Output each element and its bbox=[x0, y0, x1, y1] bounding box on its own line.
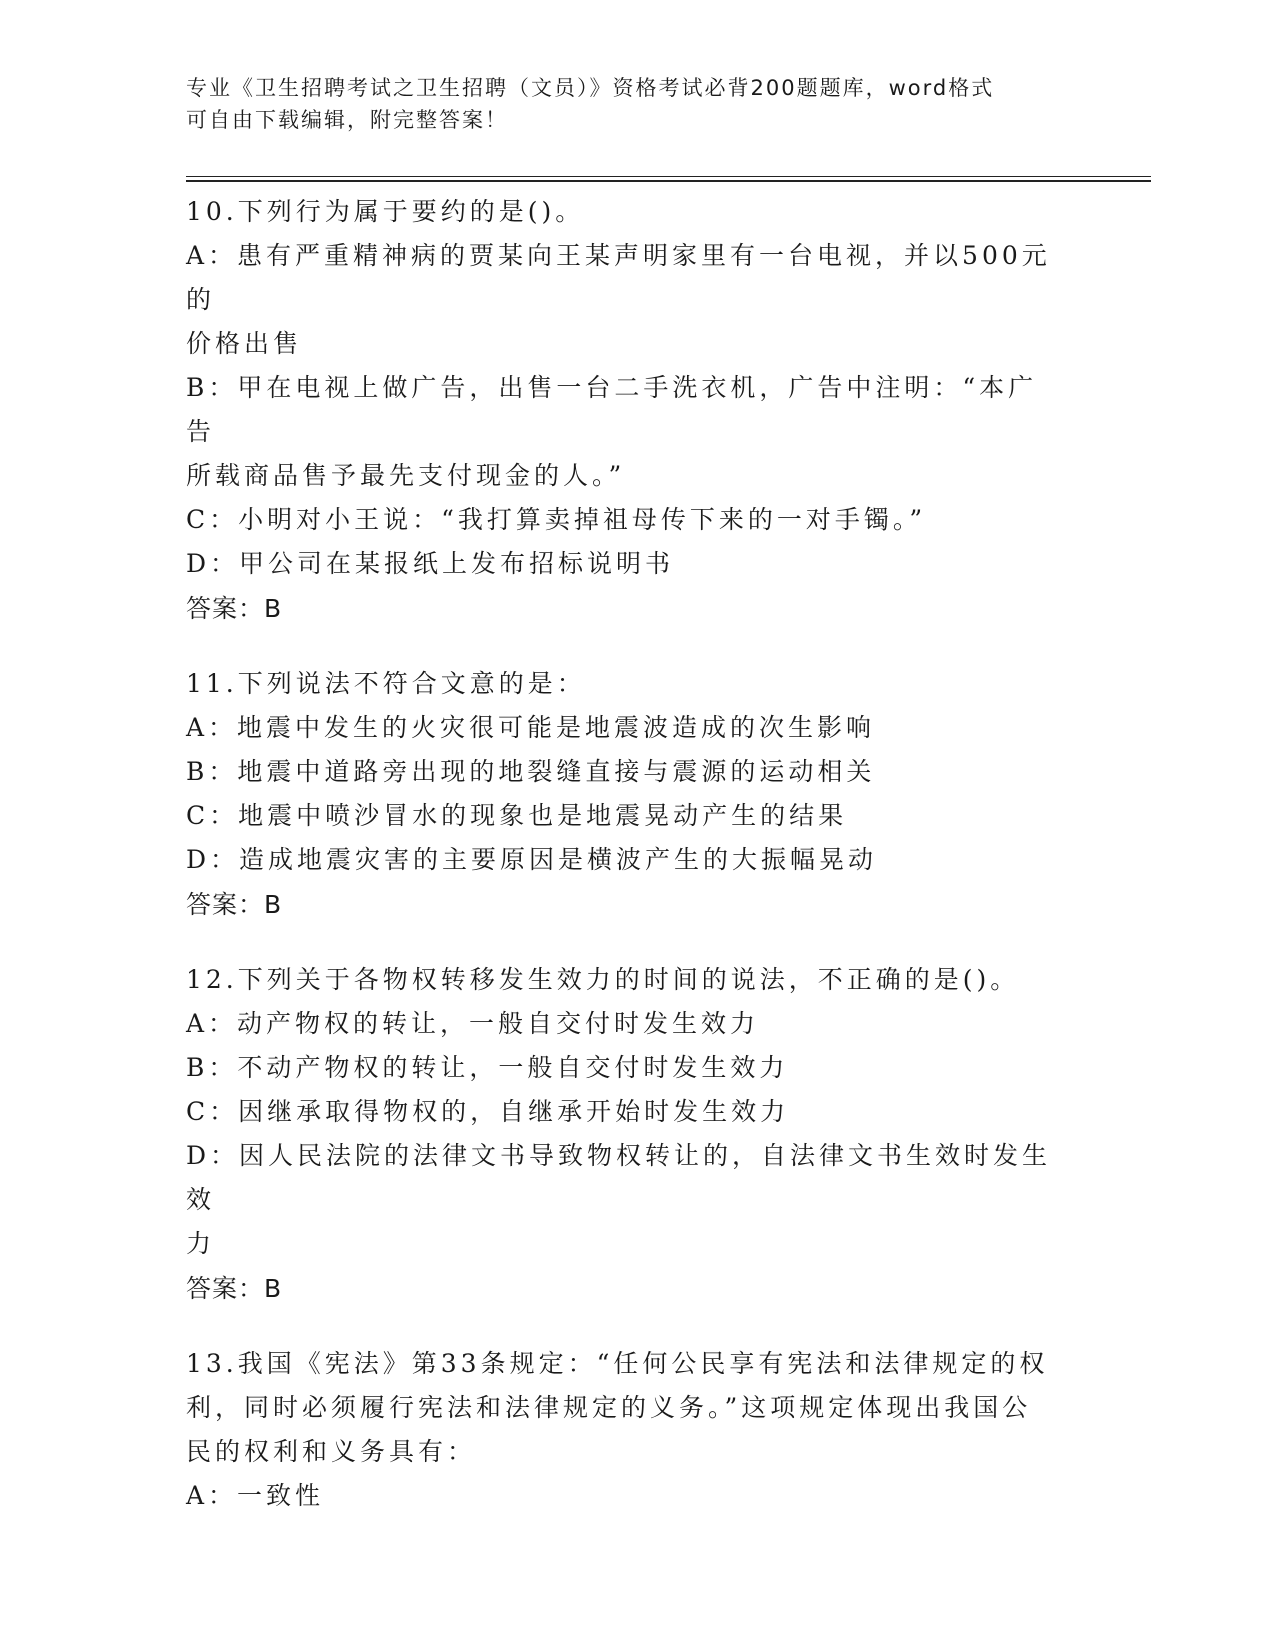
question-12 bbox=[186, 958, 1066, 1312]
option-a: A：地震中发生的火灾很可能是地震波造成的次生影响 bbox=[186, 713, 876, 742]
option-c: C：小明对小王说：“我打算卖掉祖母传下来的一对手镯。” bbox=[186, 505, 927, 534]
option-a: A：患有严重精神病的贾某向王某声明家里有一台电视，并以500元的 bbox=[186, 241, 1051, 314]
option-b-continued: 所载商品售予最先支付现金的人。” bbox=[186, 461, 626, 490]
header-divider-thin bbox=[186, 176, 1151, 177]
question-stem: 10.下列行为属于要约的是()。 bbox=[186, 197, 585, 226]
option-b: B：甲在电视上做广告，出售一台二手洗衣机，广告中注明：“本广告 bbox=[186, 373, 1038, 446]
option-d: D：因人民法院的法律文书导致物权转让的，自法律文书生效时发生效 bbox=[186, 1141, 1052, 1214]
question-11 bbox=[186, 662, 1066, 928]
question-stem: 12.下列关于各物权转移发生效力的时间的说法，不正确的是()。 bbox=[186, 965, 1020, 994]
option-a-continued: 价格出售 bbox=[186, 329, 303, 358]
answer-line: 答案：B bbox=[186, 1274, 283, 1303]
question-13 bbox=[186, 1342, 1066, 1518]
option-c: C：地震中喷沙冒水的现象也是地震晃动产生的结果 bbox=[186, 801, 848, 830]
option-a: A：一致性 bbox=[186, 1481, 325, 1510]
option-d-continued: 力 bbox=[186, 1229, 216, 1258]
question-stem-continued: 利，同时必须履行宪法和法律规定的义务。”这项规定体现出我国公 bbox=[186, 1393, 1032, 1422]
document-header bbox=[186, 72, 1066, 136]
option-c: C：因继承取得物权的，自继承开始时发生效力 bbox=[186, 1097, 790, 1126]
question-10 bbox=[186, 190, 1066, 632]
option-b: B：不动产物权的转让，一般自交付时发生效力 bbox=[186, 1053, 789, 1082]
answer-line: 答案：B bbox=[186, 890, 283, 919]
option-b: B：地震中道路旁出现的地裂缝直接与震源的运动相关 bbox=[186, 757, 876, 786]
header-line-2: 可自由下载编辑，附完整答案！ bbox=[186, 108, 508, 132]
question-stem: 13.我国《宪法》第33条规定：“任何公民享有宪法和法律规定的权 bbox=[186, 1349, 1049, 1378]
answer-line: 答案：B bbox=[186, 594, 283, 623]
option-d: D：甲公司在某报纸上发布招标说明书 bbox=[186, 549, 675, 578]
question-list bbox=[186, 190, 1066, 1548]
option-d: D：造成地震灾害的主要原因是横波产生的大振幅晃动 bbox=[186, 845, 878, 874]
option-a: A：动产物权的转让，一般自交付时发生效力 bbox=[186, 1009, 760, 1038]
question-stem-continued: 民的权利和义务具有： bbox=[186, 1437, 477, 1466]
header-divider-thick bbox=[186, 180, 1151, 182]
question-stem: 11.下列说法不符合文意的是： bbox=[186, 669, 586, 698]
header-line-1: 专业《卫生招聘考试之卫生招聘（文员）》资格考试必背200题题库，word格式 bbox=[186, 76, 995, 100]
